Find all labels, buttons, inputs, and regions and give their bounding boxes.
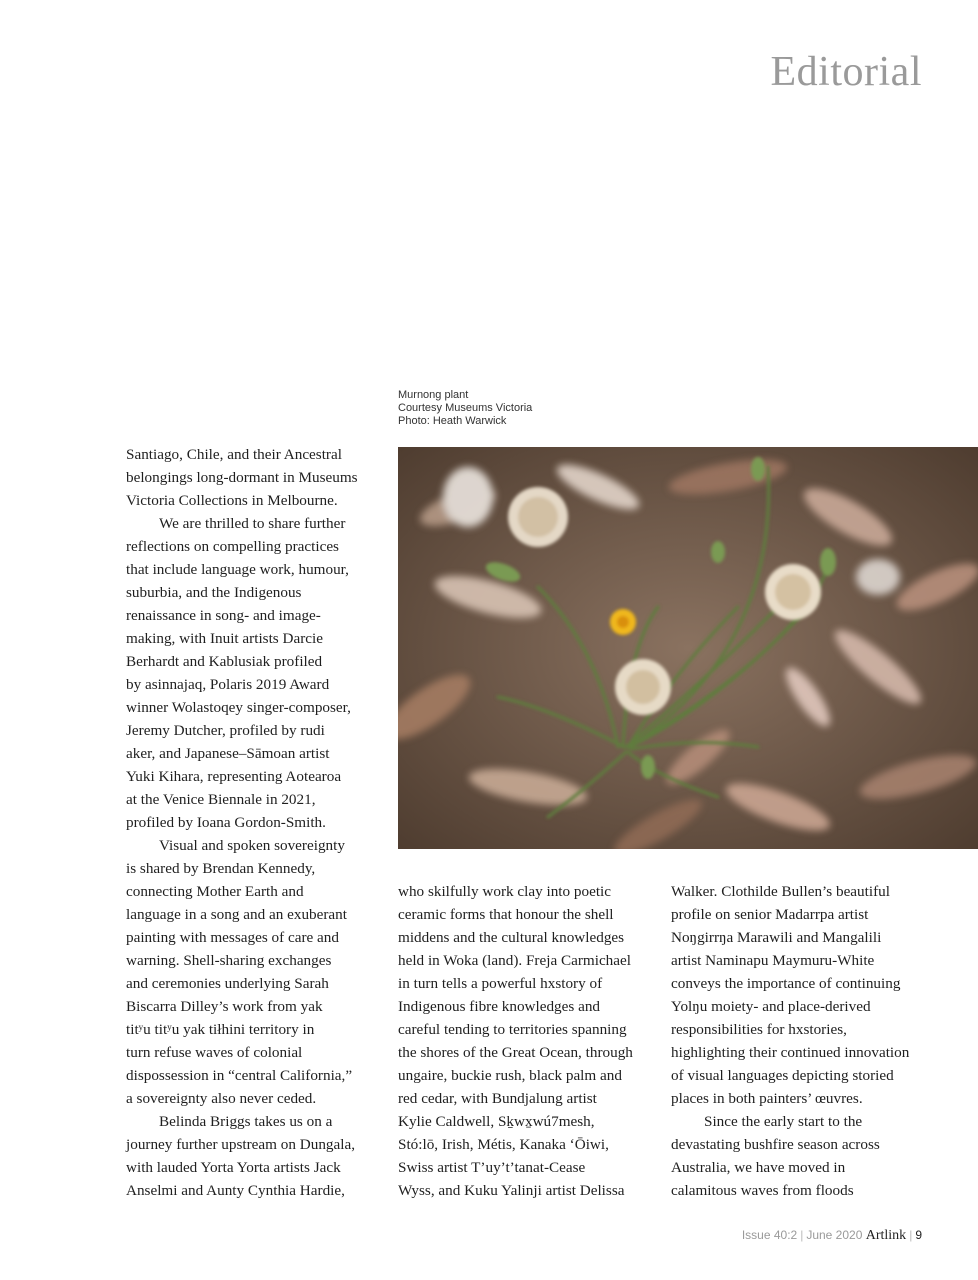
- footer-issue: Issue 40:2: [741, 1228, 798, 1242]
- page-number: 9: [915, 1228, 922, 1242]
- paragraph: Visual and spoken sovereignty is shared by Brendan Kennedy, connecting Mother Earth and language in a song and an exuberant painting with messages of care and warning. Shell-sharing exchanges and ceremonies underlying Sarah Biscarra Dilley’s work from yak titʸu titʸu yak tiłhini territory in turn refuse waves of colonial dispossession in “central California,” a sovereignty also never ceded.: [126, 837, 353, 1107]
- caption-courtesy: Courtesy Museums Victoria: [398, 402, 533, 414]
- paragraph: Santiago, Chile, and their Ancestral belongings long-dormant in Museums Victoria Collections in Melbourne.: [126, 446, 358, 509]
- section-title: Editorial: [770, 49, 922, 95]
- paragraph: who skilfully work clay into poetic ceramic forms that honour the shell middens and the cultural knowledges held in Woka (land). Freja Carmichael in turn tells a powerful hxstory of Indigenous fibre knowledges and careful tending to territories spanning the shores of the Great Ocean, through ungaire, buckie rush, black palm and red cedar, with Bundjalung artist Kylie Caldwell, Sḵwx̱wú7mesh, Stó:lō, Irish, Métis, Kanaka ʻŌiwi, Swiss artist T’uy’t’tanat-Cease Wyss, and Kuku Yalinji artist Delissa: [398, 883, 633, 1199]
- footer-separator: |: [909, 1228, 913, 1242]
- caption-photo-credit: Photo: Heath Warwick: [398, 415, 507, 427]
- paragraph: Walker. Clothilde Bullen’s beautiful profile on senior Madarrpa artist Noŋgirrŋa Marawili and Mangalili artist Naminapu Maymuru-White conveys the importance of continuing Yolŋu moiety- and place-derived responsibilities for hxstories, highlighting their continued innovation of visual languages depicting storied places in both painters’ œuvres.: [671, 883, 910, 1107]
- paragraph: Since the early start to the devastating bushfire season across Australia, we have moved in calamitous waves from floods: [671, 1113, 880, 1199]
- text-column-1: [126, 443, 376, 1202]
- text-column-3: [671, 880, 933, 1202]
- page-footer: [742, 1228, 922, 1244]
- caption-title: Murnong plant: [398, 389, 469, 401]
- photo-caption: [398, 389, 532, 428]
- paragraph: Belinda Briggs takes us on a journey further upstream on Dungala, with lauded Yorta Yorta artists Jack Anselmi and Aunty Cynthia Hardie,: [126, 1113, 356, 1199]
- paragraph: We are thrilled to share further reflections on compelling practices that include language work, humour, suburbia, and the Indigenous renaissance in song- and image- making, with Inuit artists Darcie Berhardt and Kablusiak profiled by asinnajaq, Polaris 2019 Award winner Wolastoqey singer-composer, Jeremy Dutcher, profiled by rudi aker, and Japanese–Sāmoan artist Yuki Kihara, representing Aotearoa at the Venice Biennale in 2021, profiled by Ioana Gordon-Smith.: [126, 515, 351, 831]
- footer-date: June 2020: [806, 1228, 863, 1242]
- murnong-plant-photo: [398, 447, 978, 849]
- text-column-2: [398, 880, 653, 1202]
- footer-brand: Artlink: [865, 1228, 907, 1243]
- footer-separator: |: [800, 1228, 804, 1242]
